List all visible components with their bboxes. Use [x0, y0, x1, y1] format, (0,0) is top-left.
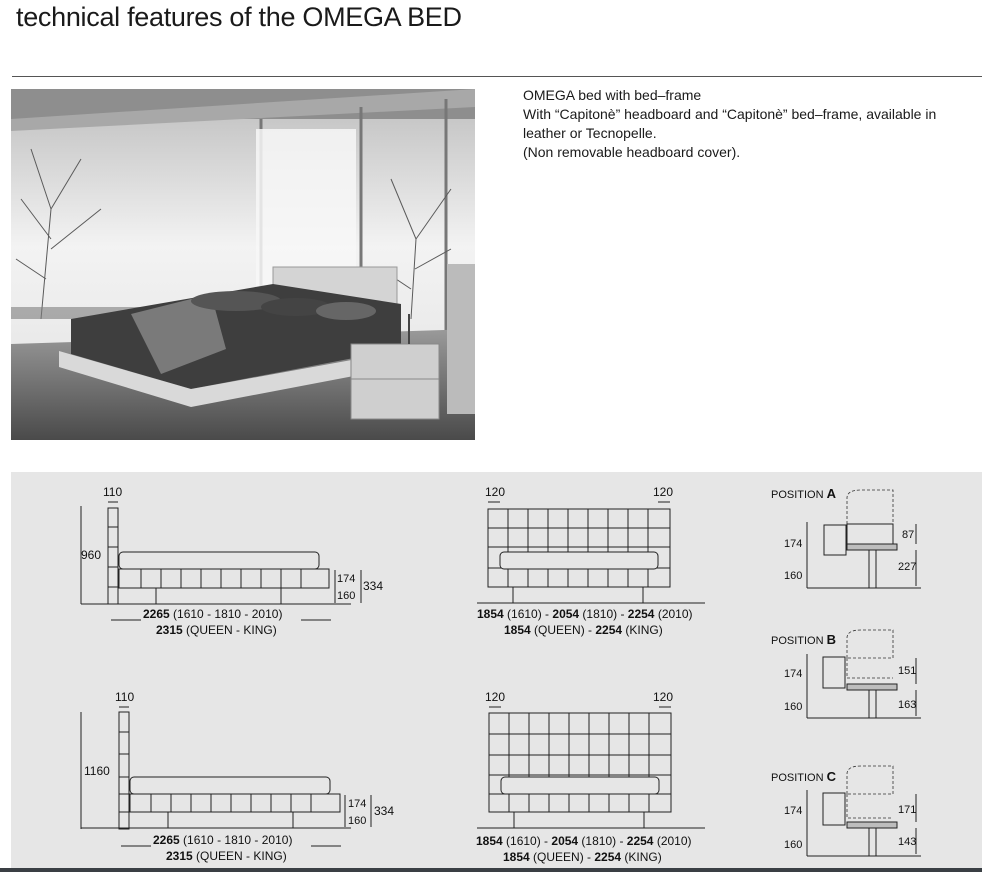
- svg-text:2265 (1610 - 1810 - 2010): [143, 607, 282, 621]
- front-view-drawing-1: [477, 485, 705, 637]
- description-line: leather or Tecnopelle.: [523, 125, 657, 141]
- dim-label: 2054: [552, 607, 580, 621]
- dim-label: (QUEEN - KING): [192, 849, 287, 863]
- dim-label: (1610) -: [502, 834, 552, 848]
- dim-label: 160: [784, 701, 803, 713]
- position-label: POSITION: [771, 772, 827, 784]
- dim-label: 1854: [504, 623, 531, 637]
- dim-label: (QUEEN) -: [529, 850, 595, 864]
- dim-label: 160: [784, 570, 803, 582]
- svg-text:1854 (1610) - 2054 (1810) - 22: [477, 607, 693, 621]
- dim-label: (2010): [654, 607, 693, 621]
- dim-label: 120: [653, 690, 674, 704]
- product-description: [523, 86, 963, 162]
- dim-label: 87: [902, 529, 915, 541]
- dim-label: 227: [898, 561, 917, 573]
- position-letter: B: [826, 632, 837, 647]
- position-label: POSITION: [771, 635, 827, 647]
- position-label: POSITION: [771, 489, 827, 501]
- svg-text:2265 (1610 - 1810 - 2010): [153, 833, 292, 847]
- dim-label: 960: [81, 548, 102, 562]
- position-c-drawing: [771, 766, 921, 856]
- dim-label: (QUEEN) -: [530, 623, 596, 637]
- side-view-drawing-1: [81, 485, 383, 637]
- title-divider: [12, 76, 982, 77]
- description-line: (Non removable headboard cover).: [523, 144, 741, 160]
- position-letter: A: [826, 486, 837, 501]
- dim-label: 2265: [143, 607, 170, 621]
- dim-label: (KING): [622, 623, 663, 637]
- page-title: technical features of the OMEGA BED: [16, 2, 462, 32]
- position-letter: C: [826, 769, 837, 784]
- svg-text:2315 (QUEEN - KING): [166, 849, 287, 863]
- svg-text:POSITION A: [771, 486, 837, 501]
- dim-label: 171: [898, 804, 917, 816]
- dim-label: 160: [337, 590, 356, 602]
- dim-label: 174: [348, 798, 367, 810]
- dim-label: 174: [784, 805, 803, 817]
- dim-label: (KING): [621, 850, 662, 864]
- dim-label: (2010): [653, 834, 692, 848]
- dim-label: 120: [653, 485, 674, 499]
- dim-label: 334: [374, 804, 395, 818]
- svg-text:2315 (QUEEN - KING): [156, 623, 277, 637]
- dim-label: 2254: [627, 607, 655, 621]
- dim-label: 2265: [153, 833, 180, 847]
- dim-label: 120: [485, 485, 506, 499]
- dim-label: 2254: [626, 834, 654, 848]
- photo-bed-room: [11, 89, 475, 440]
- dim-label: (QUEEN - KING): [182, 623, 277, 637]
- dim-label: 163: [898, 699, 917, 711]
- front-view-drawing-2: [476, 690, 705, 864]
- dim-label: 160: [784, 839, 803, 851]
- dim-label: (1810) -: [579, 607, 628, 621]
- dim-label: 110: [103, 485, 123, 499]
- dim-label: 1854: [503, 850, 530, 864]
- technical-drawings: [11, 472, 982, 872]
- dim-label: 334: [363, 579, 384, 593]
- dim-label: 110: [115, 690, 135, 704]
- svg-text:1854 (1610) - 2054 (1810) - 22: [476, 834, 692, 848]
- dim-label: (1610) -: [503, 607, 553, 621]
- dim-label: 143: [898, 836, 917, 848]
- dim-label: 1854: [476, 834, 503, 848]
- dim-label: (1810) -: [578, 834, 627, 848]
- dim-label: 174: [784, 668, 803, 680]
- position-b-drawing: [771, 630, 921, 718]
- dim-label: (1610 - 1810 - 2010): [179, 833, 293, 847]
- dim-label: 160: [348, 815, 367, 827]
- svg-text:1854 (QUEEN) - 2254 (KING): [504, 623, 663, 637]
- svg-text:POSITION C: [771, 769, 837, 784]
- description-line: OMEGA bed with bed–frame: [523, 87, 702, 103]
- dim-label: 1854: [477, 607, 504, 621]
- dim-label: 174: [337, 573, 356, 585]
- dim-label: 2315: [166, 849, 193, 863]
- dim-label: 120: [485, 690, 506, 704]
- svg-text:POSITION B: [771, 632, 836, 647]
- dim-label: 1160: [84, 764, 110, 778]
- position-a-drawing: [771, 486, 921, 588]
- dim-label: 2315: [156, 623, 183, 637]
- side-view-drawing-2: [81, 690, 394, 863]
- dim-label: 174: [784, 538, 803, 550]
- dim-label: 2254: [594, 850, 622, 864]
- dim-label: 151: [898, 665, 917, 677]
- dim-label: 2054: [551, 834, 579, 848]
- dim-label: (1610 - 1810 - 2010): [169, 607, 283, 621]
- technical-drawings-panel: [11, 472, 982, 872]
- bottom-scrollbar: [0, 868, 982, 872]
- dim-label: 2254: [595, 623, 623, 637]
- description-line: With “Capitonè” headboard and “Capitonè” bed–frame, available in: [523, 106, 937, 122]
- svg-text:1854 (QUEEN) - 2254 (KING): [503, 850, 662, 864]
